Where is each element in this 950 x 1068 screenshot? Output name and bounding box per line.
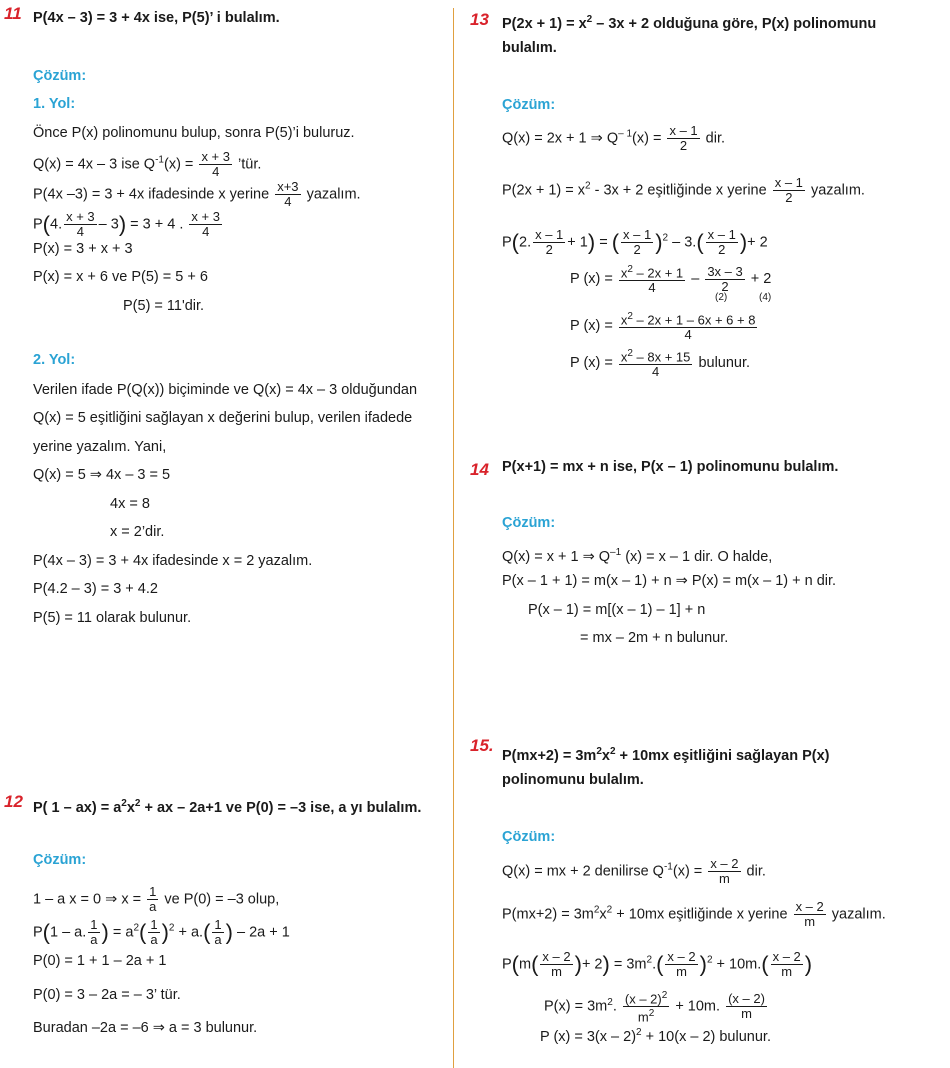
p12-line-1: 1 – a x = 0 ⇒ x = $\frac{1}{a}$ ve P(0) = –3 olup, <box>33 884 280 914</box>
p11-m-line-8: P(4.2 – 3) = 3 + 4.2 <box>33 581 158 597</box>
fraction: $\frac{x - 2}{m}$ <box>710 856 739 886</box>
p11-line-6: P(x) = x + 6 ve P(5) = 5 + 6 <box>33 269 208 285</box>
fraction: $\frac{x - 1}{2}$ <box>774 175 803 205</box>
fraction: $\frac{1}{a}$ <box>214 917 222 947</box>
p13-multiplier-2: (2) <box>715 292 728 303</box>
p13-line-6: P (x) = $\frac{x^2 - 8x + 15}{4}$ bulunur. <box>570 348 751 380</box>
p13-line-4: P (x) = $\frac{x^2 - 2x + 1}{4}$ – $\frac{3x - 3}{2}$ + 2 <box>570 263 772 296</box>
fraction: $\frac{x - 2}{m}$ <box>772 949 801 979</box>
column-divider <box>453 8 454 1068</box>
problem-14-title: P(x+1) = mx + n ise, P(x – 1) polinomunu bulalım. <box>502 459 839 475</box>
p12-line-3: P(0) = 1 + 1 – 2a + 1 <box>33 953 167 969</box>
fraction: $\frac{x - 1}{2}$ <box>623 227 652 257</box>
problem-13-solution-label: Çözüm: <box>502 97 556 113</box>
problem-15-title: $P(mx+2) = 3m^2x^2 + 10mx$ eşitliğini sağlayan P(x) <box>502 746 830 764</box>
fraction: $\frac{x + 3}{4}$ <box>191 209 220 239</box>
p15-line-1: Q(x) = mx + 2 denilirse $Q^{-1}(x)$ = $\frac{x - 2}{m}$ dir. <box>502 856 766 886</box>
fraction: $\frac{x - 2}{m}$ <box>542 949 571 979</box>
p11-m-line-2: Q(x) = 5 eşitliğini sağlayan x değerini bulup, verilen ifadede <box>33 410 413 426</box>
p15-line-5: P (x) = 3(x – 2)$^2$ + 10(x – 2) bulunur. <box>540 1027 771 1045</box>
p13-line-1: Q(x) = 2x + 1 ⇒ $Q^{- 1}(x)$ = $\frac{x - 1}{2}$ dir. <box>502 123 726 153</box>
p11-line-1: Önce P(x) polinomunu bulup, sonra P(5)’i buluruz. <box>33 125 355 141</box>
p15-line-2: $P(mx+2) = 3m^2x^2 + 10mx$ eşitliğinde x yerine $\frac{x - 2}{m}$ yazalım. <box>502 899 886 929</box>
p13-line-2: $P(2x + 1) = x^2 - 3x + 2$ eşitliğinde x yerine $\frac{x - 1}{2}$ yazalım. <box>502 175 865 205</box>
problem-11-solution-label: Çözüm: <box>33 68 87 84</box>
p13-line-3: P(2. $\frac{x - 1}{2}$ + 1) = ( $\frac{x - 1}{2}$ )$^2$ – 3.( $\frac{x - 1}{2}$ )+ 2 <box>502 227 768 257</box>
problem-12-solution-label: Çözüm: <box>33 852 87 868</box>
problem-11-title: P(4x – 3) = 3 + 4x ise, P(5)’ i bulalım. <box>33 10 280 26</box>
p11-m-line-5: 4x = 8 <box>110 496 150 512</box>
fraction: $\frac{1}{a}$ <box>149 884 157 914</box>
problem-13-title: $P(2x + 1) = x^2 - 3x + 2$ olduğuna göre, P(x) polinomunu <box>502 14 877 32</box>
method-1-label: 1. Yol: <box>33 96 76 112</box>
p11-m-line-4: Q(x) = 5 ⇒ 4x – 3 = 5 <box>33 467 171 483</box>
p11-m-line-1: Verilen ifade P(Q(x)) biçiminde ve Q(x) = 4x – 3 olduğundan <box>33 382 418 398</box>
problem-13-title-line-2: bulalım. <box>502 40 557 56</box>
p11-line-7: P(5) = 11'dir. <box>123 298 205 314</box>
fraction: $\frac{1}{a}$ <box>90 917 98 947</box>
p15-line-4: $P(x) = 3m^2$. $\frac{(x - 2)^2}{m^2}$ + 10m. $\frac{(x - 2)}{m}$ <box>544 990 765 1025</box>
p12-line-4: P(0) = 3 – 2a = – 3’ tür. <box>33 987 181 1003</box>
method-2-label: 2. Yol: <box>33 352 76 368</box>
fraction: $\frac{x^2 - 2x + 1 - 6x + 6 + 8}{4}$ <box>620 311 756 343</box>
fraction: $\frac{x - 2}{m}$ <box>667 949 696 979</box>
problem-14-solution-label: Çözüm: <box>502 515 556 531</box>
fraction: $\frac{x + 3}{4}$ <box>66 209 95 239</box>
fraction: $\frac{x+3}{4}$ <box>277 179 299 209</box>
p11-line-3: P(4x –3) = 3 + 4x ifadesinde x yerine $\frac{x+3}{4}$ yazalım. <box>33 179 361 209</box>
problem-12-title: P( $1 - ax) = a^2x^2$ + ax – 2a+1 ve P(0) = –3 ise, a yı bulalım. <box>33 798 422 816</box>
p13-line-5: P (x) = $\frac{x^2 - 2x + 1 - 6x + 6 + 8}{4}$ <box>570 311 756 343</box>
fraction: $\frac{(x - 2)}{m}$ <box>728 991 765 1022</box>
fraction: $\frac{(x - 2)^2}{m^2}$ <box>624 990 668 1025</box>
fraction: $\frac{1}{a}$ <box>150 917 158 947</box>
p14-line-4: = mx – 2m + n bulunur. <box>580 630 729 646</box>
problem-number-13: 13 <box>470 10 489 29</box>
fraction: $\frac{x^2 - 2x + 1}{4}$ <box>620 264 684 296</box>
p12-line-2: P(1 – a. $\frac{1}{a}$ ) = $a^2$( $\frac{1}{a}$ )$^2$ + a.( $\frac{1}{a}$ ) – 2a + 1 <box>33 917 290 947</box>
p11-line-2: Q(x) = 4x – 3 ise $Q^{-1}(x)$ = $\frac{x + 3}{4}$ ’tür. <box>33 149 262 179</box>
problem-number-12: 12 <box>4 792 23 811</box>
fraction: $\frac{x^2 - 8x + 15}{4}$ <box>620 348 691 380</box>
p15-line-3: P(m( $\frac{x - 2}{m}$ )+ $2) = 3m^2$.( $\frac{x - 2}{m}$ )$^2$ + 10m.( $\frac{x - 2}{m}$ ) <box>502 949 813 979</box>
p11-m-line-3: yerine yazalım. Yani, <box>33 439 167 455</box>
fraction: $\frac{x - 1}{2}$ <box>535 227 564 257</box>
problem-number-15: 15. <box>470 736 494 755</box>
p11-line-5: P(x) = 3 + x + 3 <box>33 241 133 257</box>
fraction: $\frac{x - 1}{2}$ <box>669 123 698 153</box>
p11-m-line-6: x = 2’dir. <box>110 524 165 540</box>
fraction: $\frac{x - 2}{m}$ <box>795 899 824 929</box>
p14-line-1: Q(x) = x + 1 ⇒ $Q^{-1}$ (x) = x – 1 dir. O halde, <box>502 547 773 565</box>
fraction: $\frac{x - 1}{2}$ <box>707 227 736 257</box>
p11-line-4: P(4. $\frac{x + 3}{4}$ – 3) = 3 + 4 . $\frac{x + 3}{4}$ <box>33 209 220 239</box>
problem-number-14: 14 <box>470 460 489 479</box>
problem-number-11: 11 <box>4 4 22 23</box>
problem-15-title-line-2: polinomunu bulalım. <box>502 772 644 788</box>
p11-m-line-9: P(5) = 11 olarak bulunur. <box>33 610 192 626</box>
problem-15-solution-label: Çözüm: <box>502 829 556 845</box>
p14-line-2: P(x – 1 + 1) = m(x – 1) + n ⇒ P(x) = m(x – 1) + n dir. <box>502 573 837 589</box>
fraction: $\frac{3x - 3}{2}$ <box>707 263 743 294</box>
p14-line-3: P(x – 1) = m[(x – 1) – 1] + n <box>528 602 706 618</box>
p11-m-line-7: P(4x – 3) = 3 + 4x ifadesinde x = 2 yazalım. <box>33 553 313 569</box>
fraction: $\frac{x + 3}{4}$ <box>201 149 230 179</box>
p12-line-5: Buradan –2a = –6 ⇒ a = 3 bulunur. <box>33 1020 258 1036</box>
p13-multiplier-4: (4) <box>759 292 772 303</box>
